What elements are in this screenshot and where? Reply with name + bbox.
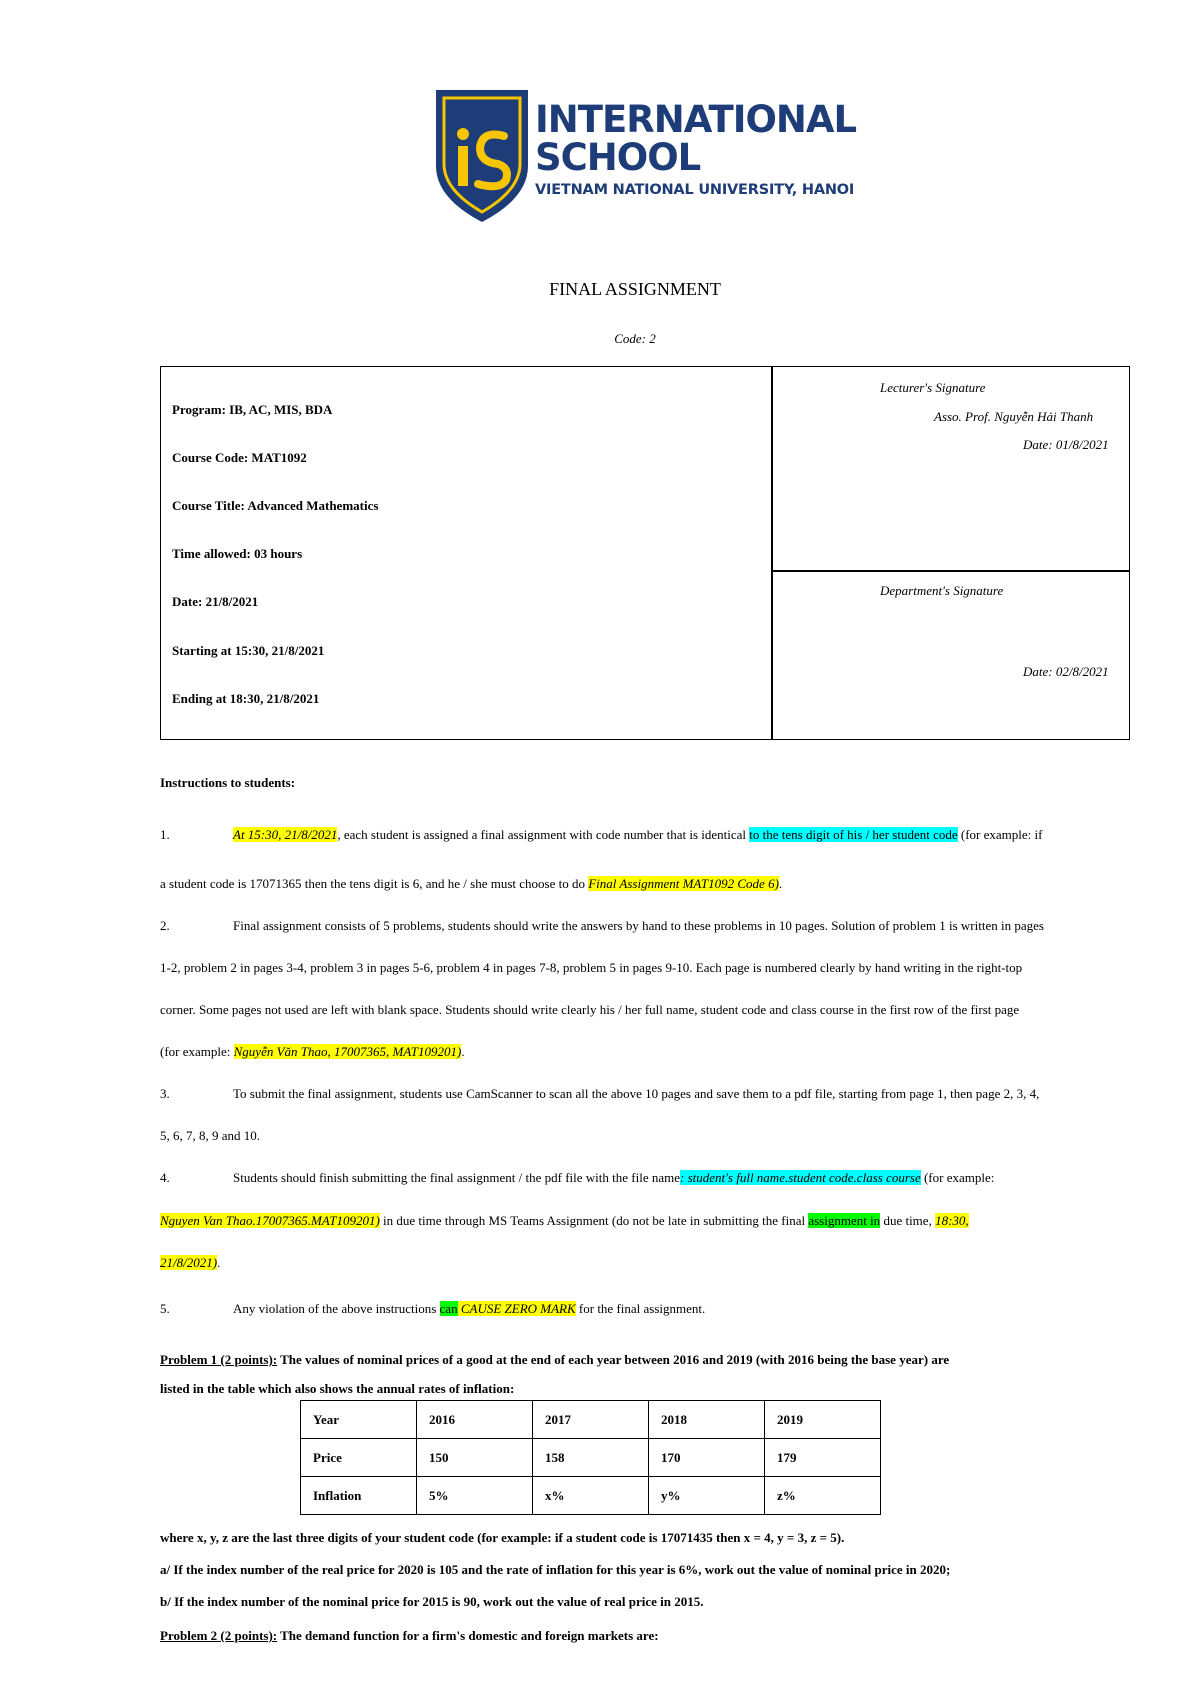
instruction-1-line2: [160, 876, 1110, 892]
instruction-5-text-a: Any violation of the above instructions: [233, 1301, 440, 1316]
shield-logo-icon: [432, 86, 532, 226]
lecturer-name: Asso. Prof. Nguyễn Hải Thanh: [934, 409, 1094, 424]
instruction-4-deadline-date: 21/8/2021): [160, 1255, 218, 1270]
table-cell: x%: [533, 1477, 649, 1515]
instruction-1-text-d: .: [778, 876, 783, 891]
instruction-4-line1: [160, 1170, 1110, 1186]
time-allowed: Time allowed: 03 hours: [172, 546, 303, 561]
instruction-3-number: 3.: [160, 1086, 170, 1101]
table-cell: 2017: [533, 1401, 649, 1439]
info-box-divider: [771, 366, 773, 740]
table-row: [301, 1401, 881, 1439]
instruction-2-text-1: Final assignment consists of 5 problems, students should write the answers by hand to these problems in 10 pages. Solution of problem 1 is written in pages: [233, 918, 1044, 933]
table-cell: Year: [301, 1401, 417, 1439]
instructions-heading: Instructions to students:: [160, 775, 296, 790]
instruction-2-line4: [160, 1044, 1110, 1060]
instruction-4-text-c: in due time through MS Teams Assignment (do not be late in submitting the final: [379, 1213, 809, 1228]
table-cell: 2019: [765, 1401, 881, 1439]
problem-2-label: Problem 2 (2 points):: [160, 1628, 278, 1643]
table-cell: 2016: [417, 1401, 533, 1439]
table-cell: 2018: [649, 1401, 765, 1439]
instruction-1-line1: [160, 827, 1110, 843]
logo-line2: SCHOOL: [535, 136, 701, 179]
course-title: Course Title: Advanced Mathematics: [172, 498, 379, 513]
instruction-4-line3: [160, 1255, 1110, 1271]
table-cell: 158: [533, 1439, 649, 1477]
instruction-1-number: 1.: [160, 827, 170, 842]
table-cell: 5%: [417, 1477, 533, 1515]
problem-1-label: Problem 1 (2 points):: [160, 1352, 278, 1367]
table-cell: Inflation: [301, 1477, 417, 1515]
problem-1-text: The values of nominal prices of a good at the end of each year between 2016 and 2019 (with 2016 being the base year) are: [277, 1352, 950, 1367]
ending-time: Ending at 18:30, 21/8/2021: [172, 691, 320, 706]
instruction-1-example: Final Assignment MAT1092 Code 6): [588, 876, 779, 891]
department-date: Date: 02/8/2021: [1023, 664, 1109, 679]
table-cell: Price: [301, 1439, 417, 1477]
instruction-2-line1: [160, 918, 1110, 934]
table-cell: 150: [417, 1439, 533, 1477]
instruction-4-example: Nguyen Van Thao.17007365.MAT109201): [160, 1213, 380, 1228]
price-table: [300, 1400, 881, 1515]
instruction-3-text-1: To submit the final assignment, students use CamScanner to scan all the above 10 pages and save them to a pdf file, starting from page 1, then page 2, 3, 4,: [233, 1086, 1040, 1101]
logo-line1: INTERNATIONAL: [535, 98, 857, 141]
instruction-2-text-4b: .: [461, 1044, 465, 1059]
department-signature-label: Department's Signature: [880, 583, 1004, 598]
school-logo: [432, 86, 882, 226]
table-cell: 170: [649, 1439, 765, 1477]
lecturer-date: Date: 01/8/2021: [1023, 437, 1109, 452]
problem-2-line1: [160, 1628, 1110, 1644]
lecturer-signature-label: Lecturer's Signature: [880, 380, 986, 395]
logo-line3: VIETNAM NATIONAL UNIVERSITY, HANOI: [535, 182, 855, 198]
instruction-4-text-e: .: [217, 1255, 221, 1270]
instruction-4-deadline-time: 18:30,: [935, 1213, 969, 1228]
instruction-1-tens-digit: to the tens digit of his / her student code: [749, 827, 958, 842]
instruction-1-start-time: At 15:30, 21/8/2021: [233, 827, 338, 842]
instruction-4-file-name: : student's full name.student code.class course: [680, 1170, 921, 1185]
problem-1-where: where x, y, z are the last three digits of your student code (for example: if a student code is 17071435 then x = 4, y = 3, z = 5).: [160, 1530, 845, 1545]
starting-time: Starting at 15:30, 21/8/2021: [172, 643, 325, 658]
exam-date: Date: 21/8/2021: [172, 594, 259, 609]
table-cell: 179: [765, 1439, 881, 1477]
program: Program: IB, AC, MIS, BDA: [172, 402, 333, 417]
instruction-5-can: can: [439, 1301, 458, 1316]
instruction-5-line1: [160, 1301, 1110, 1317]
course-code: Course Code: MAT1092: [172, 450, 307, 465]
instruction-4-text-d: due time,: [880, 1213, 936, 1228]
instruction-1-text-b: (for example: if: [957, 827, 1043, 842]
instruction-2-example: Nguyễn Văn Thao, 17007365, MAT109201): [233, 1044, 462, 1059]
instruction-5-text-b: for the final assignment.: [575, 1301, 706, 1316]
instruction-2-number: 2.: [160, 918, 170, 933]
table-row: [301, 1439, 881, 1477]
instruction-4-line2: [160, 1213, 1110, 1229]
instruction-2-line3: corner. Some pages not used are left with blank space. Students should write clearly his / her full name, student code and class course in the first row of the first page: [160, 1002, 1020, 1017]
code-label: Code: 2: [614, 331, 656, 346]
problem-1-part-b: b/ If the index number of the nominal price for 2015 is 90, work out the value of real price in 2015.: [160, 1594, 704, 1609]
instruction-4-text-a: Students should finish submitting the final assignment / the pdf file with the file name: [233, 1170, 680, 1185]
page-title: FINAL ASSIGNMENT: [549, 279, 721, 299]
table-row: [301, 1477, 881, 1515]
instruction-4-number: 4.: [160, 1170, 170, 1185]
instruction-5-number: 5.: [160, 1301, 170, 1316]
instruction-1-text-c: a student code is 17071365 then the tens digit is 6, and he / she must choose to do: [160, 876, 589, 891]
table-cell: z%: [765, 1477, 881, 1515]
problem-1-line2: listed in the table which also shows the annual rates of inflation:: [160, 1381, 515, 1396]
instruction-2-text-4a: (for example:: [160, 1044, 234, 1059]
instruction-3-line2: 5, 6, 7, 8, 9 and 10.: [160, 1128, 261, 1143]
problem-1-line1: [160, 1352, 1110, 1368]
signature-divider: [771, 570, 1130, 572]
instruction-4-text-b: (for example:: [920, 1170, 995, 1185]
instruction-3-line1: [160, 1086, 1110, 1102]
instruction-2-line2: 1-2, problem 2 in pages 3-4, problem 3 in pages 5-6, problem 4 in pages 7-8, problem 5 in pages 9-10. Each page is numbered clearly by hand writing in the right-top: [160, 960, 1023, 975]
instruction-1-text-a: , each student is assigned a final assignment with code number that is identical: [337, 827, 750, 842]
instruction-5-zero-mark: CAUSE ZERO MARK: [457, 1301, 576, 1316]
problem-1-part-a: a/ If the index number of the real price for 2020 is 105 and the rate of inflation for this year is 6%, work out the value of nominal price in 2020;: [160, 1562, 951, 1577]
problem-2-text: The demand function for a firm's domestic and foreign markets are:: [277, 1628, 659, 1643]
table-cell: y%: [649, 1477, 765, 1515]
instruction-4-assignment-in: assignment in: [808, 1213, 881, 1228]
